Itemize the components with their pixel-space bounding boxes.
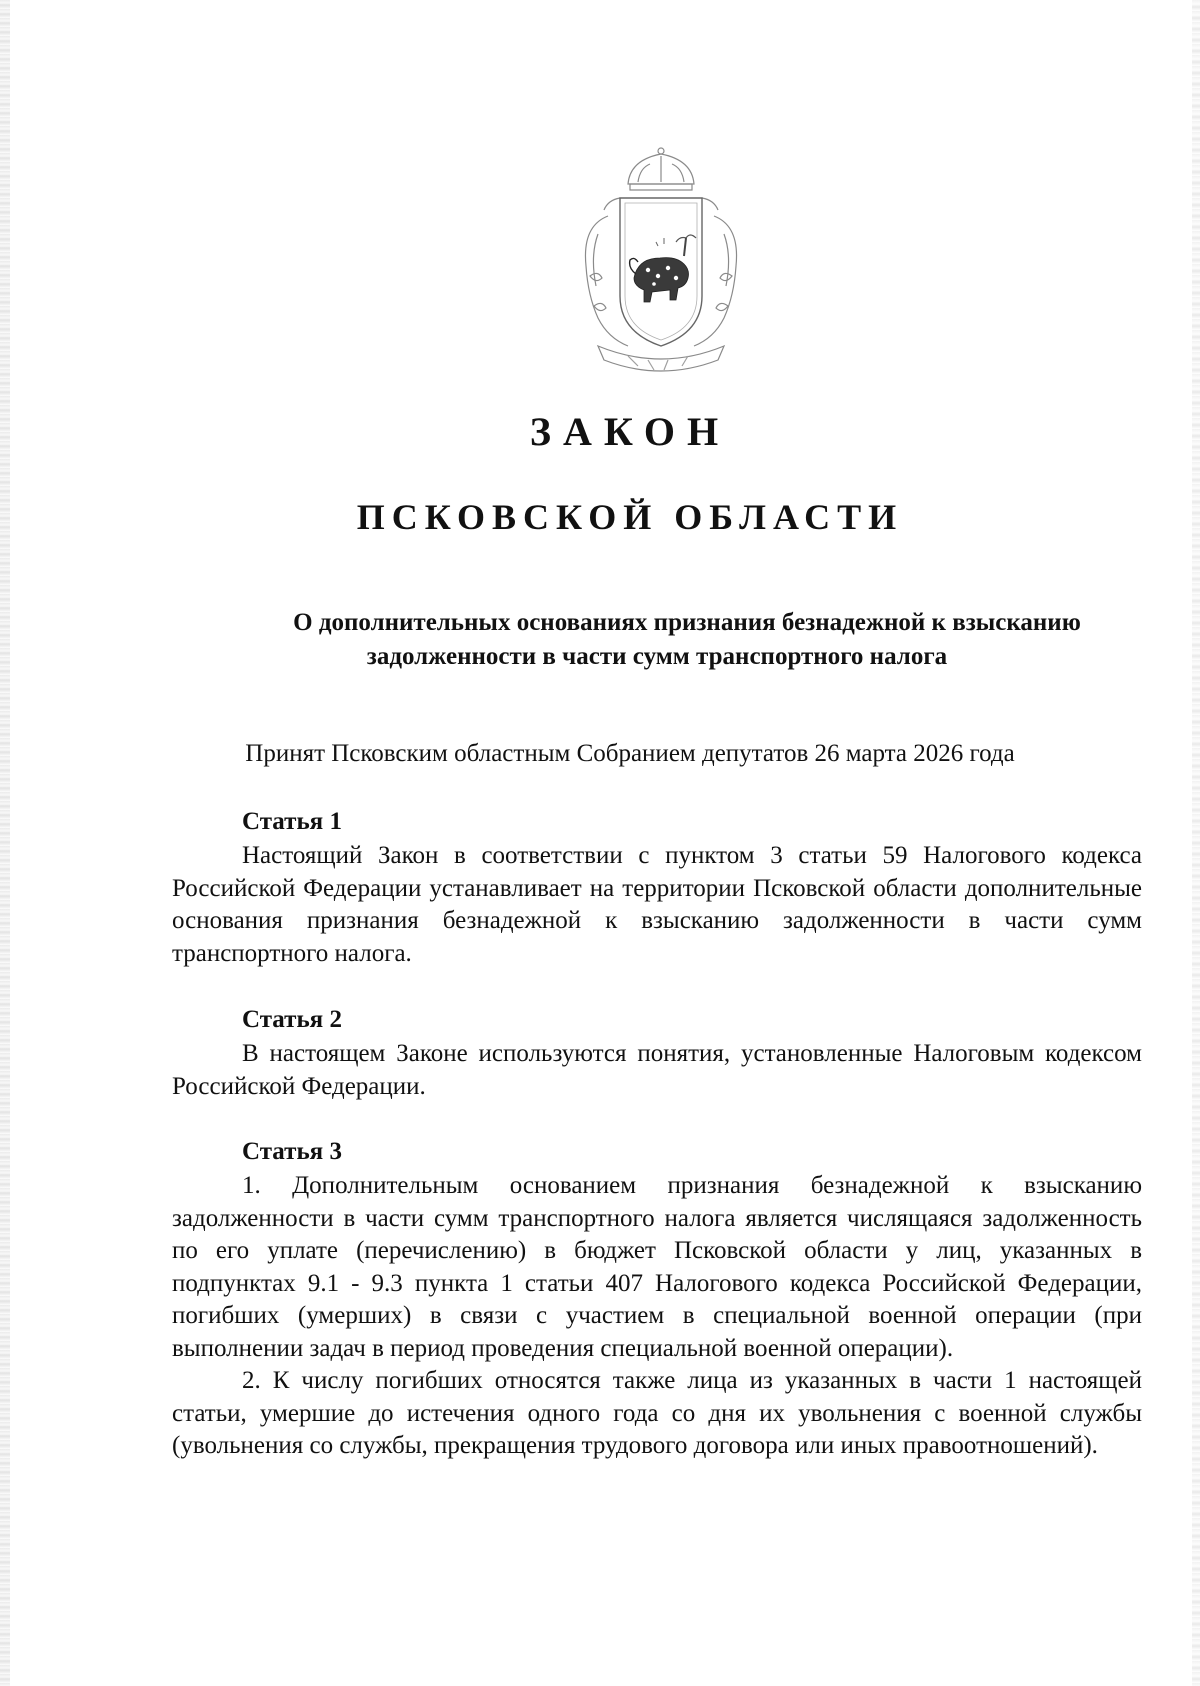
law-subject-line-1: О дополнительных основаниях признания безнадежной к взысканию: [293, 609, 1081, 636]
article-paragraph: В настоящем Законе используются понятия, установленные Налоговым кодексом Российской Федерации.: [172, 1040, 1142, 1100]
article-heading: Статья 1: [242, 808, 342, 835]
document-type-title: ЗАКОН: [529, 409, 731, 454]
law-subject-line-2: задолженности в части сумм транспортного налога: [366, 643, 948, 670]
scan-edge-right: [1192, 0, 1200, 1686]
region-title: ПСКОВСКОЙ ОБЛАСТИ: [356, 497, 904, 537]
article-paragraph: 2. К числу погибших относятся также лица из указанных в части 1 настоящей статьи, умершие до истечения одного года со дня их увольнения с военной службы (увольнения со службы, прекращения трудового договора или иных правоотношений).: [172, 1367, 1142, 1459]
scan-edge-left: [0, 0, 10, 1686]
adoption-statement: Принят Псковским областным Собранием депутатов 26 марта 2026 года: [245, 740, 1015, 767]
article-2: [172, 1004, 1142, 1103]
article-paragraph: 1. Дополнительным основанием признания безнадежной к взысканию задолженности в части сумм транспортного налога является числящаяся задолженность по его уплате (перечислению) в бюджет Псковской области у лиц, указанных в подпунктах 9.1 - 9.3 пункта 1 статьи 407 Налогового кодекса Российской Федерации, погибших (умерших) в связи с участием в специальной военной операции (при выполнении задач в период проведения специальной военной операции).: [172, 1172, 1142, 1362]
coat-of-arms-icon: [568, 146, 754, 378]
article-paragraph: Настоящий Закон в соответствии с пунктом 3 статьи 59 Налогового кодекса Российской Федерации устанавливает на территории Псковской области дополнительные основания признания безнадежной к взысканию задолженности в части сумм транспортного налога.: [172, 842, 1142, 967]
article-heading: Статья 2: [242, 1006, 342, 1033]
article-1: [172, 806, 1142, 970]
article-heading: Статья 3: [242, 1138, 342, 1165]
article-3: [172, 1136, 1142, 1463]
law-subject-title: [172, 606, 1142, 674]
